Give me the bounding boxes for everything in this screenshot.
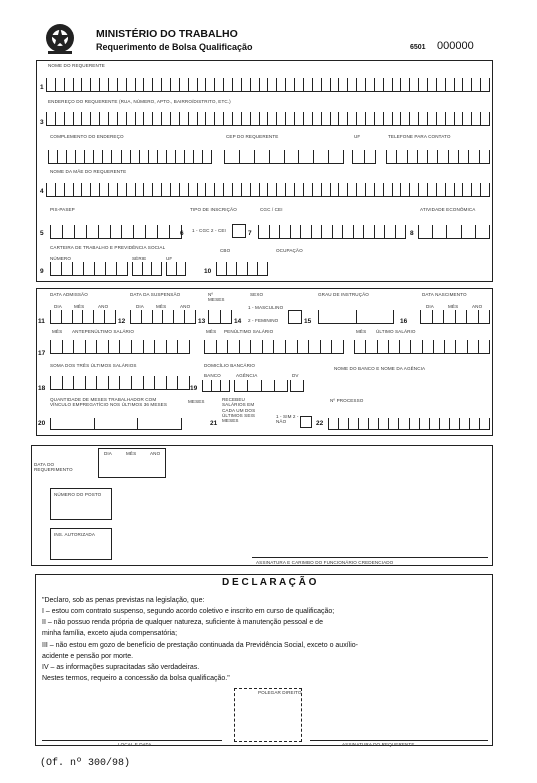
month-label: MÊS xyxy=(448,304,459,309)
second-last-salary-field[interactable] xyxy=(204,340,344,354)
declaration-item: I – estou com contrato suspenso, segundo acordo coletivo e inscrito em curso de qualificação; xyxy=(42,608,335,615)
authorized-inst-field[interactable] xyxy=(50,528,112,560)
second-last-salary-label: PENÚLTIMO SALÁRIO xyxy=(224,329,274,334)
row-number: 19 xyxy=(190,385,198,392)
declaration-item: II – não possuo renda própria de qualquer natureza, suficiente à manutenção pessoal e de xyxy=(42,619,323,626)
salary-sum-field[interactable] xyxy=(50,376,190,390)
declaration-intro: "Declaro, sob as penas previstas na legislação, que: xyxy=(42,597,205,604)
row-number: 4 xyxy=(40,188,44,195)
form-code: 6501 xyxy=(410,44,426,51)
authorized-inst-label: INS. AUTORIZADA xyxy=(54,532,95,537)
year-label: ANO xyxy=(180,304,191,309)
months-label: MESES xyxy=(188,399,205,404)
name-field[interactable] xyxy=(46,78,490,92)
birth-date-label: DATA NASCIMENTO xyxy=(422,292,467,297)
month-label: MÊS xyxy=(126,451,137,456)
name-label: NOME DO REQUERENTE xyxy=(48,63,105,68)
last-salary-label: ÚLTIMO SALÁRIO xyxy=(376,329,416,334)
station-number-field[interactable] xyxy=(50,488,112,520)
complement-field[interactable] xyxy=(48,150,212,164)
thumbprint-box[interactable] xyxy=(234,688,302,742)
day-label: DIA xyxy=(136,304,144,309)
economic-activity-label: ATIVIDADE ECONÔMICA xyxy=(420,207,476,212)
salary-sum-label: SOMA DOS TRÊS ÚLTIMOS SALÁRIOS xyxy=(50,363,137,368)
row-number: 3 xyxy=(40,119,44,126)
request-date-field[interactable] xyxy=(98,448,166,478)
declaration-title: D E C L A R A Ç Ã O xyxy=(222,577,317,588)
phone-label: TELEFONE PARA CONTATO xyxy=(388,134,451,139)
office-reference: (Of. nº 300/98) xyxy=(40,758,131,769)
suspension-date-field[interactable] xyxy=(130,310,196,324)
day-label: DIA xyxy=(104,451,112,456)
education-label: GRAU DE INSTRUÇÃO xyxy=(318,292,369,297)
mother-name-field[interactable] xyxy=(46,183,490,197)
station-number-label: NÚMERO DO POSTO xyxy=(54,492,102,497)
row-number: 8 xyxy=(410,230,414,237)
row-number: 21 xyxy=(210,420,218,427)
phone-field[interactable] xyxy=(386,150,490,164)
education-field[interactable] xyxy=(318,310,394,324)
process-number-label: Nº PROCESSO xyxy=(330,398,364,403)
cep-field[interactable] xyxy=(224,150,344,164)
row-number: 18 xyxy=(38,385,46,392)
declaration-item: IV – as informações supracitadas são verdadeiras. xyxy=(42,664,200,671)
row-number: 15 xyxy=(304,318,312,325)
row-number: 7 xyxy=(248,230,252,237)
third-last-salary-field[interactable] xyxy=(50,340,190,354)
dv-field[interactable] xyxy=(290,380,304,392)
month-label: MÊS xyxy=(356,329,367,334)
month-label: MÊS xyxy=(52,329,63,334)
dv-label: DV xyxy=(292,373,299,378)
economic-activity-field[interactable] xyxy=(418,225,490,239)
place-date-label: LOCAL E DATA xyxy=(118,742,152,747)
row-number: 5 xyxy=(40,230,44,237)
row-number: 22 xyxy=(316,420,324,427)
ministry-title: MINISTÉRIO DO TRABALHO xyxy=(96,28,238,40)
bank-domicile-label: DOMICÍLIO BANCÁRIO xyxy=(204,363,256,368)
cep-label: CEP DO REQUERENTE xyxy=(226,134,279,139)
coat-of-arms-logo xyxy=(40,22,80,56)
official-signature-label: ASSINATURA E CARIMBO DO FUNCIONÁRIO CREDENCIADO xyxy=(256,560,394,565)
row-number: 10 xyxy=(204,268,212,275)
suspension-date-label: DATA DA SUSPENSÃO xyxy=(130,292,181,297)
cgc-cei-field[interactable] xyxy=(258,225,406,239)
row-number: 16 xyxy=(400,318,408,325)
year-label: ANO xyxy=(98,304,109,309)
month-label: MÊS xyxy=(206,329,217,334)
registration-type-box[interactable] xyxy=(232,224,246,238)
row-number: 13 xyxy=(198,318,206,325)
row-number: 14 xyxy=(234,318,242,325)
ctps-number-label: NÚMERO xyxy=(50,256,72,261)
uf-label: UF xyxy=(354,134,361,139)
registration-type-label: TIPO DE INSCRIÇÃO xyxy=(190,207,237,212)
declaration-item: acidente e pensão por morte. xyxy=(42,653,134,660)
day-label: DIA xyxy=(54,304,62,309)
employment-months-label: QUANTIDADE DE MESES TRABALHADOR COM VÍNCULO EMPREGATÍCIO NOS ÚLTIMOS 36 MESES xyxy=(50,397,168,408)
applicant-signature-line xyxy=(310,740,488,741)
uf-field[interactable] xyxy=(352,150,376,164)
row-number: 17 xyxy=(38,350,46,357)
cbo-label: CBO xyxy=(220,248,231,253)
process-number-field[interactable] xyxy=(328,418,490,430)
ctps-uf-field[interactable] xyxy=(166,262,186,276)
year-label: ANO xyxy=(150,451,161,456)
sex-label: SEXO xyxy=(250,292,264,297)
employment-months-field[interactable] xyxy=(50,418,182,430)
thumbprint-label: POLEGAR DIREITO xyxy=(258,690,302,695)
bank-label: BANCO xyxy=(204,373,221,378)
registration-type-options: 1 - CGC 2 - CEI xyxy=(192,228,226,233)
birth-date-field[interactable] xyxy=(420,310,490,324)
ctps-series-label: SÉRIE xyxy=(132,256,147,261)
occupation-label: OCUPAÇÃO xyxy=(276,248,303,253)
cbo-field[interactable] xyxy=(216,262,268,276)
pis-label: PIS-PASEP xyxy=(50,207,75,212)
bank-field[interactable] xyxy=(202,380,230,392)
sex-box[interactable] xyxy=(288,310,302,324)
month-label: MÊS xyxy=(156,304,167,309)
sex-option-male: 1 - MASCULINO xyxy=(248,305,284,310)
bank-name-label: NOME DO BANCO E NOME DA AGÊNCIA xyxy=(334,366,426,371)
year-label: ANO xyxy=(472,304,483,309)
applicant-signature-label: ASSINATURA DO REQUERENTE xyxy=(342,742,415,747)
mother-name-label: NOME DA MÃE DO REQUERENTE xyxy=(50,169,127,174)
ctps-label: CARTEIRA DE TRABALHO E PREVIDÊNCIA SOCIAL xyxy=(50,245,166,250)
ctps-number-field[interactable] xyxy=(50,262,128,276)
official-signature-line xyxy=(252,557,488,558)
declaration-item: III – não estou em gozo de benefício de prestação continuada da Previdência Social, exceto o auxílio- xyxy=(42,642,358,649)
received-options: 1 - SIM 2 - NÃO xyxy=(276,414,299,424)
third-last-salary-label: ANTEPENÚLTIMO SALÁRIO xyxy=(72,329,134,334)
months-count-field[interactable] xyxy=(208,310,232,324)
day-label: DIA xyxy=(426,304,434,309)
agency-label: AGÊNCIA xyxy=(236,373,258,378)
agency-field[interactable] xyxy=(234,380,288,392)
row-number: 1 xyxy=(40,84,44,91)
address-label: ENDEREÇO DO REQUERENTE (RUA, NÚMERO, APTO., BAIRRO/DISTRITO, ETC.) xyxy=(48,99,231,104)
cgc-cei-label: CGC / CEI xyxy=(260,207,283,212)
ctps-uf-label: UF xyxy=(166,256,173,261)
row-number: 11 xyxy=(38,318,45,325)
admission-date-label: DATA ADMISSÃO xyxy=(50,292,88,297)
place-date-line xyxy=(42,740,222,741)
declaration-item: Nestes termos, requeiro a concessão da bolsa qualificação." xyxy=(42,675,230,682)
row-number: 6 xyxy=(180,230,184,237)
pis-field[interactable] xyxy=(50,225,182,239)
address-field[interactable] xyxy=(46,112,490,126)
ctps-series-field[interactable] xyxy=(132,262,162,276)
declaration-item: minha família, exceto ajuda compensatória; xyxy=(42,630,178,637)
form-number: 000000 xyxy=(437,40,474,52)
complement-label: COMPLEMENTO DO ENDEREÇO xyxy=(50,134,124,139)
request-date-label: DATA DO REQUERIMENTO xyxy=(34,462,73,472)
row-number: 20 xyxy=(38,420,46,427)
sex-option-female: 2 - FEMININO xyxy=(248,318,279,323)
last-salary-field[interactable] xyxy=(354,340,490,354)
months-count-label: Nº MESES xyxy=(208,292,225,302)
admission-date-field[interactable] xyxy=(50,310,116,324)
row-number: 9 xyxy=(40,268,44,275)
received-salaries-label: RECEBEU SALÁRIOS EM CADA UM DOS ÚLTIMOS SEIS MESES xyxy=(222,397,256,424)
form-title: Requerimento de Bolsa Qualificação xyxy=(96,42,253,52)
row-number: 12 xyxy=(118,318,126,325)
received-box[interactable] xyxy=(300,416,312,428)
month-label: MÊS xyxy=(74,304,85,309)
